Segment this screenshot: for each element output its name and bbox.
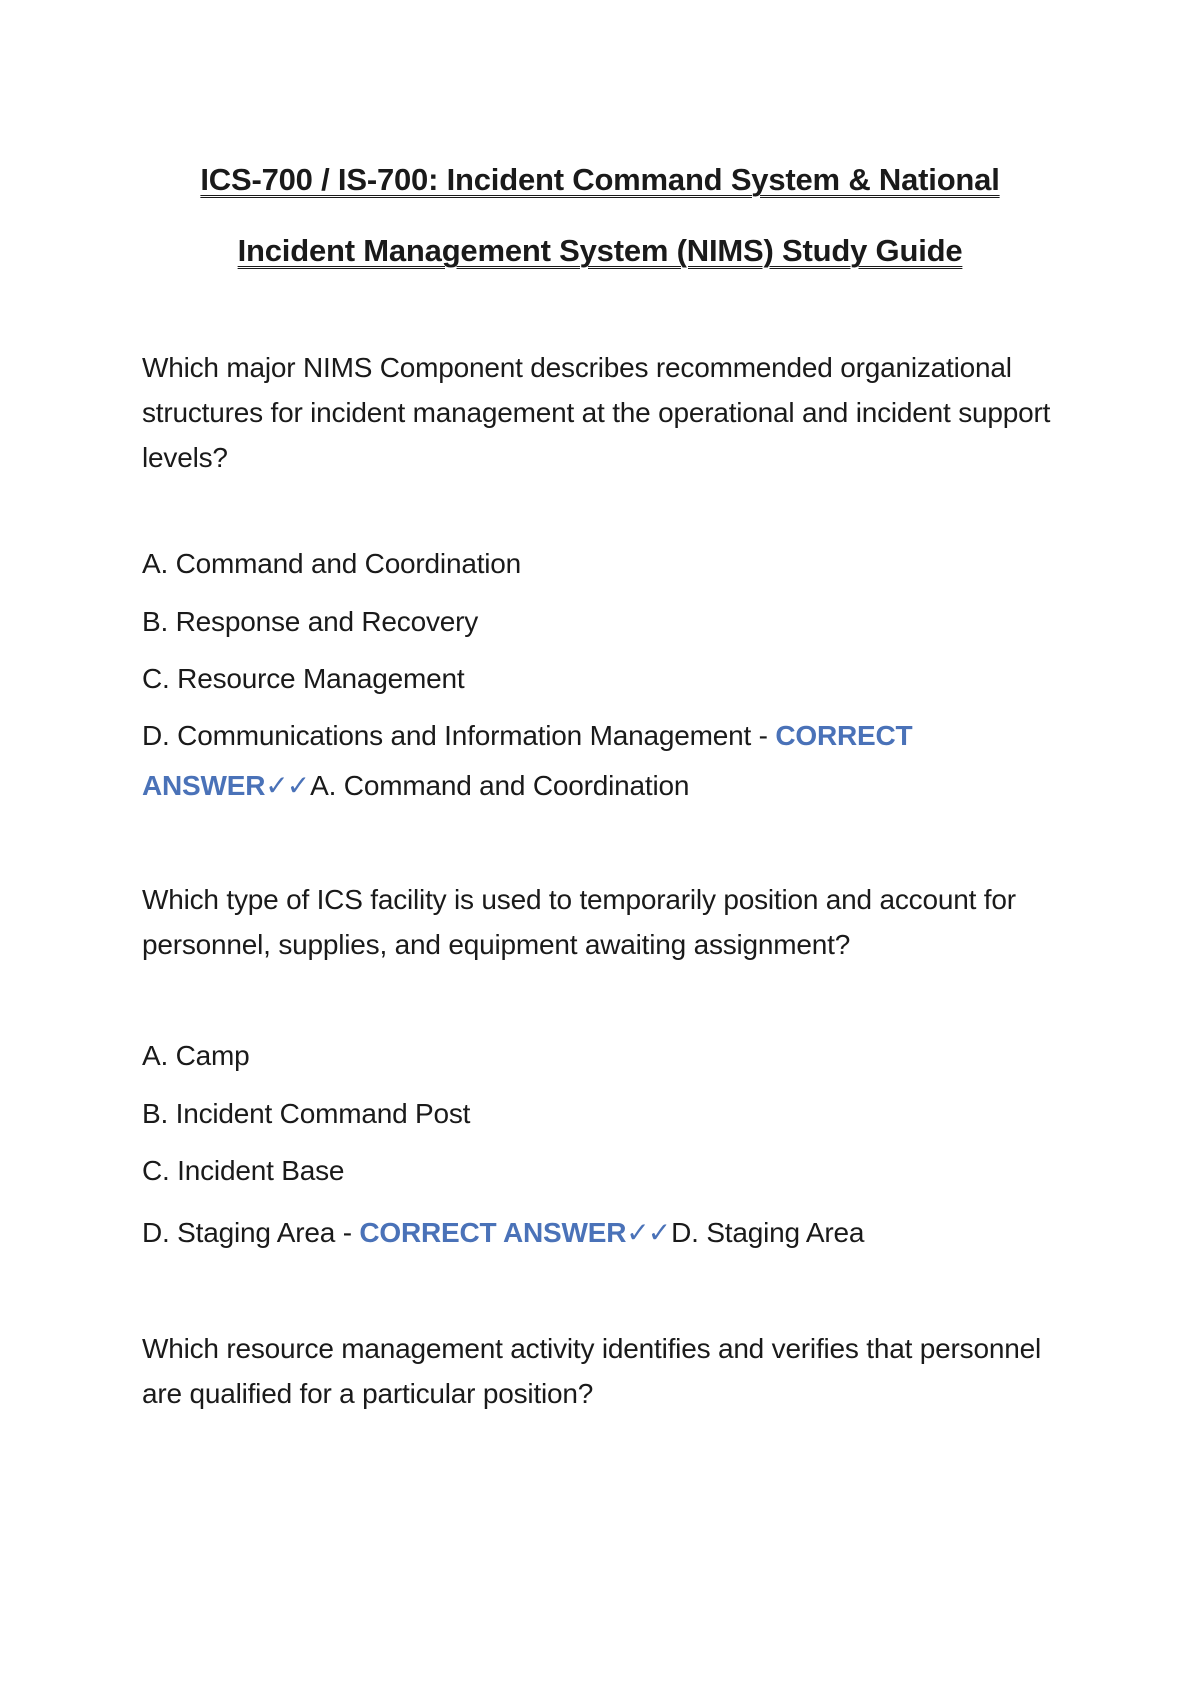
question-2-text: Which type of ICS facility is used to temporarily position and account for personnel, supplies, and equipment awaiting assignment? (142, 884, 1016, 960)
question-2-option-d (142, 1208, 1072, 1258)
double-check-icon: ✓✓ (626, 1217, 670, 1248)
correct-answer-label: CORRECT ANSWER (142, 720, 913, 801)
question-2-option-c: C. Incident Base (142, 1155, 345, 1186)
title-text-1: ICS-700 / IS-700: Incident Command System & National (200, 162, 1000, 197)
question-3-text: Which resource management activity identifies and verifies that personnel are qualified for a particular position? (142, 1333, 1041, 1409)
title-text-2: Incident Management System (NIMS) Study Guide (237, 233, 963, 268)
document-title-line-1 (0, 160, 1200, 200)
question-1-text: Which major NIMS Component describes recommended organizational structures for incident management at the operational and incident support levels? (142, 352, 1051, 473)
question-1-option-b: B. Response and Recovery (142, 606, 479, 637)
answer-text: D. Staging Area (671, 1217, 865, 1248)
question-2-option-a: A. Camp (142, 1040, 250, 1071)
question-1-option-a: A. Command and Coordination (142, 548, 522, 579)
question-2-option-b: B. Incident Command Post (142, 1098, 471, 1129)
option-d-text: D. Staging Area - (142, 1217, 360, 1248)
document-title-line-2 (0, 231, 1200, 271)
option-d-text: D. Communications and Information Management - (142, 720, 776, 751)
correct-answer-label: CORRECT ANSWER (359, 1217, 627, 1248)
question-1-option-d (142, 711, 942, 811)
question-1-option-c: C. Resource Management (142, 663, 465, 694)
double-check-icon: ✓✓ (265, 770, 309, 801)
answer-text: A. Command and Coordination (310, 770, 690, 801)
